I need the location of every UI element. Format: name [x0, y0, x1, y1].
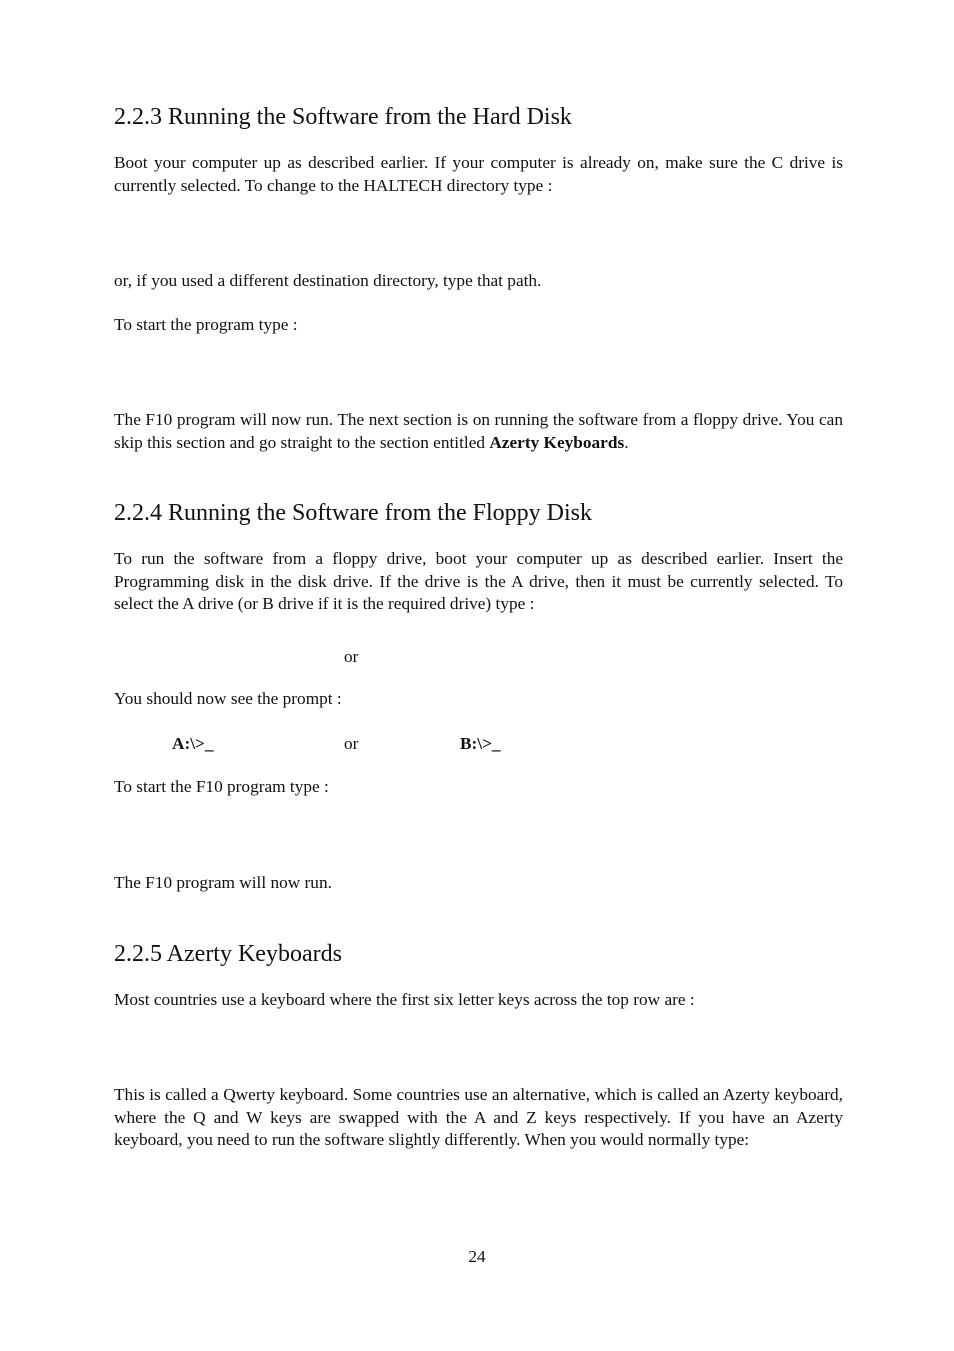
paragraph-f10-runs: The F10 program will now run. [114, 873, 332, 892]
paragraph-floppy-instructions: To run the software from a floppy drive, boot your computer up as described earlier. Insert the Programming disk in the disk drive. If the drive is the A drive, then it must be currently selected. To select the A drive (or B drive if it is the required drive) type : [114, 549, 843, 614]
paragraph-boot-hard-disk: Boot your computer up as described earlier. If your computer is already on, make sure the C drive is currently selected. To change to the HALTECH directory type : [114, 153, 843, 195]
paragraph-program-runs [114, 409, 843, 454]
section-heading-2-2-4: 2.2.4 Running the Software from the Floppy Disk [114, 500, 592, 526]
section-heading-2-2-3: 2.2.3 Running the Software from the Hard Disk [114, 104, 572, 130]
paragraph-program-runs-text: The F10 program will now run. The next section is on running the software from a floppy drive. You can skip this section and go straight to the section entitled [114, 410, 843, 452]
paragraph-keyboard-top-row: Most countries use a keyboard where the first six letter keys across the top row are : [114, 990, 695, 1009]
or-separator-2: or [344, 734, 359, 753]
paragraph-start-program: To start the program type : [114, 315, 298, 334]
paragraph-azerty-explanation: This is called a Qwerty keyboard. Some countries use an alternative, which is called an Azerty keyboard, where the Q and W keys are swapped with the A and Z keys respectively. If you have an Azerty keyboard, you need to run the software slightly differently. When you would normally type: [114, 1085, 843, 1150]
paragraph-program-runs-end: . [624, 432, 629, 452]
page-number: 24 [468, 1247, 486, 1266]
azerty-keyboards-reference: Azerty Keyboards [489, 432, 625, 452]
prompt-b-drive: B:\>_ [460, 734, 501, 753]
prompt-a-drive: A:\>_ [172, 734, 214, 753]
paragraph-destination-path: or, if you used a different destination directory, type that path. [114, 271, 542, 290]
paragraph-see-prompt: You should now see the prompt : [114, 689, 342, 708]
or-separator-1: or [344, 647, 359, 666]
section-heading-2-2-5: 2.2.5 Azerty Keyboards [114, 941, 342, 967]
paragraph-start-f10: To start the F10 program type : [114, 777, 329, 796]
